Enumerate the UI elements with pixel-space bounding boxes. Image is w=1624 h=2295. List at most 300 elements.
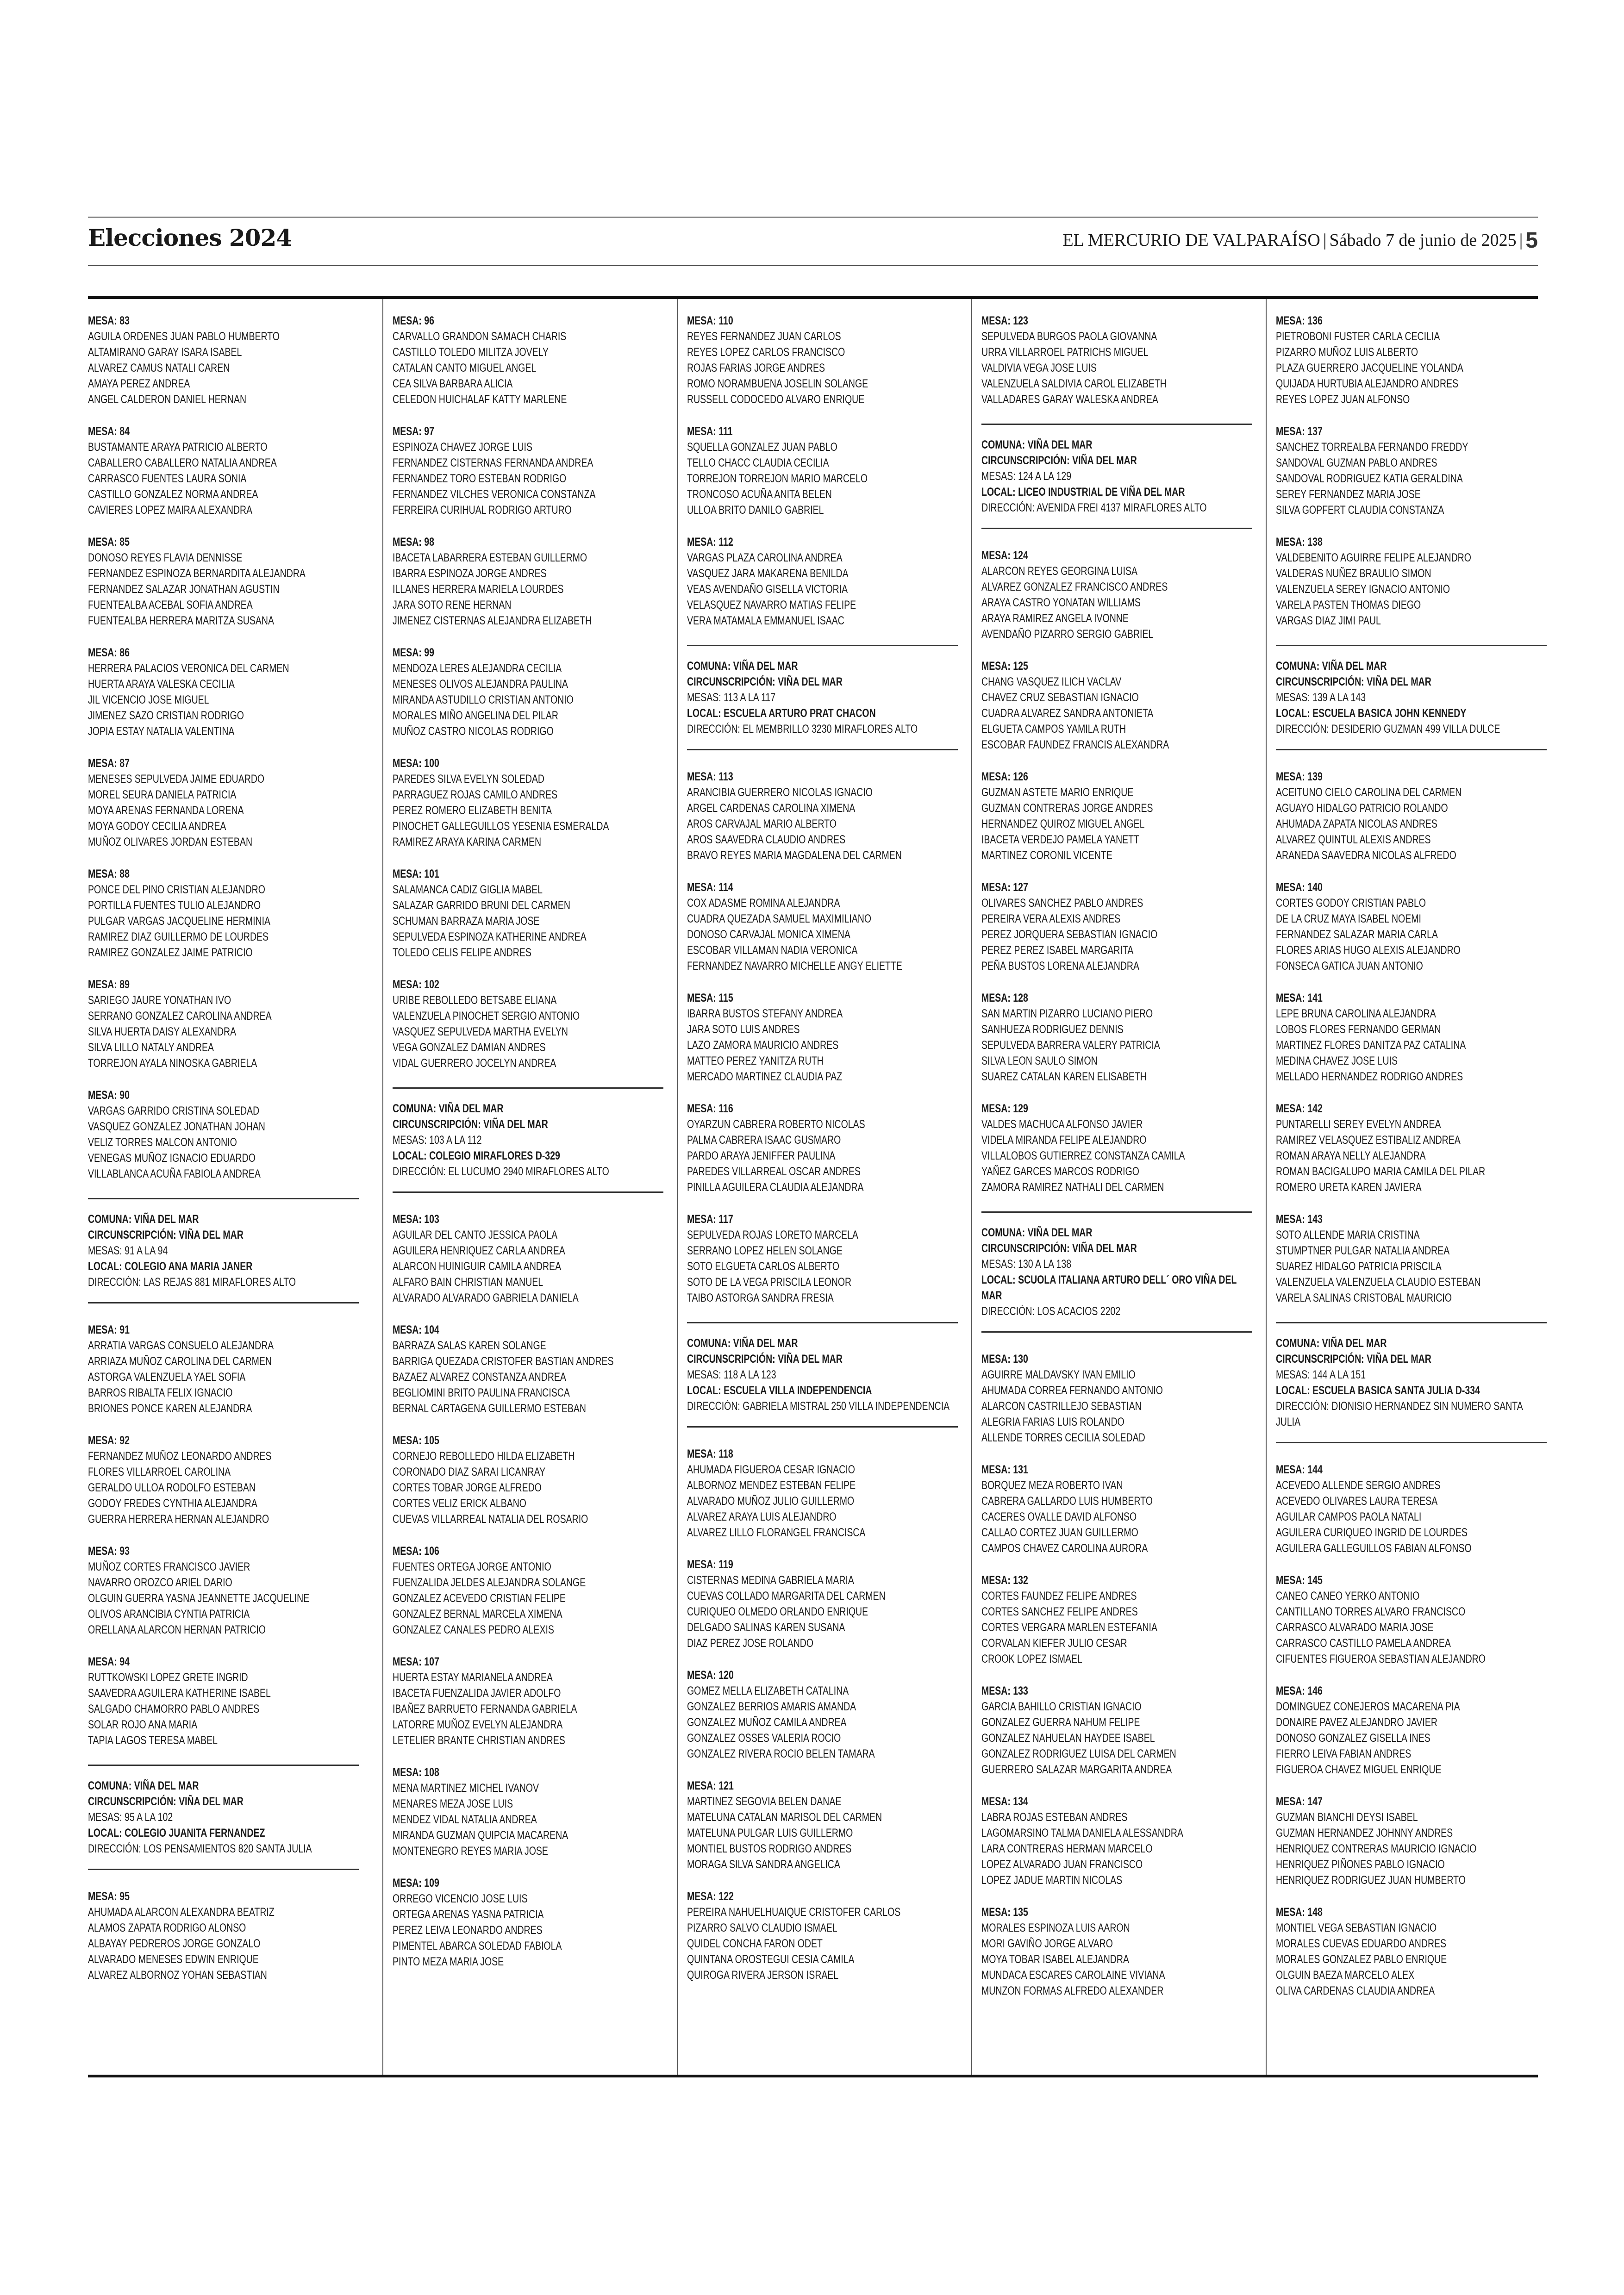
mesa-block	[981, 1572, 1249, 1667]
vocal-name: MORALES ESPINOZA LUIS AARON	[981, 1921, 1130, 1934]
comuna-label: COMUNA: VIÑA DEL MAR	[88, 1213, 199, 1226]
mesa-number: MESA: 111	[687, 425, 733, 438]
issue-date: Sábado 7 de junio de 2025	[1329, 231, 1517, 250]
local-address: DIRECCIÓN: DESIDERIO GUZMAN 499 VILLA DULCE	[1276, 723, 1500, 736]
mesas-range: MESAS: 130 A LA 138	[981, 1258, 1072, 1271]
vocal-name: CROOK LOPEZ ISMAEL	[981, 1653, 1082, 1665]
vocal-name: JARA SOTO RENE HERNAN	[393, 599, 512, 611]
mesa-block	[981, 1462, 1249, 1556]
mesa-number: MESA: 122	[687, 1890, 734, 1903]
vocal-name: JIMENEZ CISTERNAS ALEJANDRA ELIZABETH	[393, 614, 592, 627]
vocal-name: ELGUETA CAMPOS YAMILA RUTH	[981, 723, 1126, 736]
vocal-name: LABRA ROJAS ESTEBAN ANDRES	[981, 1811, 1128, 1824]
polling-location-block	[88, 1198, 359, 1303]
mesa-block	[88, 1889, 356, 1983]
vocal-name: VASQUEZ JARA MAKARENA BENILDA	[687, 567, 849, 580]
mesa-block	[981, 658, 1249, 753]
mesa-block	[1276, 1904, 1544, 1999]
local-name: LOCAL: LICEO INDUSTRIAL DE VIÑA DEL MAR	[981, 486, 1185, 499]
vocal-name: SALAMANCA CADIZ GIGLIA MABEL	[393, 883, 543, 896]
mesa-block	[1276, 1462, 1544, 1556]
vocal-name: MATELUNA CATALAN MARISOL DEL CARMEN	[687, 1811, 882, 1824]
vocal-name: ROMO NORAMBUENA JOSELIN SOLANGE	[687, 377, 868, 390]
vocal-name: MERCADO MARTINEZ CLAUDIA PAZ	[687, 1070, 843, 1083]
vocal-name: URIBE REBOLLEDO BETSABE ELIANA	[393, 994, 557, 1007]
vocal-name: RUSSELL CODOCEDO ALVARO ENRIQUE	[687, 393, 865, 406]
vocal-name: ALARCON REYES GEORGINA LUISA	[981, 565, 1138, 578]
vocal-name: ALVAREZ GONZALEZ FRANCISCO ANDRES	[981, 580, 1168, 593]
mesa-block	[88, 1087, 356, 1182]
vocal-name: MENESES OLIVOS ALEJANDRA PAULINA	[393, 678, 568, 691]
polling-location-block	[393, 1087, 663, 1193]
comuna-label: COMUNA: VIÑA DEL MAR	[687, 660, 798, 673]
vocal-name: PUNTARELLI SEREY EVELYN ANDREA	[1276, 1118, 1441, 1131]
mesa-number: MESA: 114	[687, 881, 733, 894]
local-name: LOCAL: SCUOLA ITALIANA ARTURO DELL´ ORO VIÑA DEL MAR	[981, 1273, 1237, 1302]
mesa-number: MESA: 140	[1276, 881, 1323, 894]
mesa-block	[1276, 879, 1544, 974]
vocal-name: PALMA CABRERA ISAAC GUSMARO	[687, 1134, 841, 1147]
circunscripcion-label: CIRCUNSCRIPCIÓN: VIÑA DEL MAR	[1276, 675, 1431, 688]
mesa-block	[393, 1322, 661, 1416]
vocal-name: MEDINA CHAVEZ JOSE LUIS	[1276, 1054, 1398, 1067]
mesa-block	[88, 424, 356, 518]
vocal-name: MENARES MEZA JOSE LUIS	[393, 1797, 513, 1810]
mesa-number: MESA: 123	[981, 314, 1028, 327]
mesa-block	[88, 534, 356, 629]
vocal-name: FERNANDEZ CISTERNAS FERNANDA ANDREA	[393, 456, 593, 469]
vocal-name: CIFUENTES FIGUEROA SEBASTIAN ALEJANDRO	[1276, 1653, 1486, 1665]
vocal-name: FERNANDEZ ESPINOZA BERNARDITA ALEJANDRA	[88, 567, 306, 580]
mesa-number: MESA: 121	[687, 1779, 734, 1792]
mesa-number: MESA: 97	[393, 425, 434, 438]
mesa-block	[393, 313, 661, 407]
mesa-number: MESA: 127	[981, 881, 1028, 894]
mesa-block	[393, 1433, 661, 1527]
vocal-name: FIERRO LEIVA FABIAN ANDRES	[1276, 1747, 1412, 1760]
mesa-number: MESA: 138	[1276, 536, 1323, 549]
vocal-name: AGUILERA GALLEGUILLOS FABIAN ALFONSO	[1276, 1542, 1472, 1555]
mesa-number: MESA: 115	[687, 992, 733, 1004]
mesa-block	[981, 1683, 1249, 1777]
mesa-block	[393, 1543, 661, 1638]
mesa-number: MESA: 91	[88, 1323, 130, 1336]
vocal-name: CORVALAN KIEFER JULIO CESAR	[981, 1637, 1127, 1650]
mesa-number: MESA: 137	[1276, 425, 1323, 438]
vocal-name: OLGUIN GUERRA YASNA JEANNETTE JACQUELINE	[88, 1592, 310, 1605]
vocal-name: PARDO ARAYA JENIFFER PAULINA	[687, 1149, 836, 1162]
vocal-name: CABRERA GALLARDO LUIS HUMBERTO	[981, 1495, 1153, 1508]
mesa-number: MESA: 99	[393, 646, 434, 659]
circunscripcion-label: CIRCUNSCRIPCIÓN: VIÑA DEL MAR	[88, 1229, 244, 1241]
vocal-name: ESCOBAR VILLAMAN NADIA VERONICA	[687, 944, 858, 957]
vocal-name: VALENZUELA SALDIVIA CAROL ELIZABETH	[981, 377, 1167, 390]
vocal-name: MUNDACA ESCARES CAROLAINE VIVIANA	[981, 1969, 1165, 1982]
circunscripcion-label: CIRCUNSCRIPCIÓN: VIÑA DEL MAR	[981, 1242, 1137, 1255]
vocal-name: SEREY FERNANDEZ MARIA JOSE	[1276, 488, 1421, 501]
polling-location-block	[687, 645, 958, 750]
vocal-name: AROS CARVAJAL MARIO ALBERTO	[687, 817, 837, 830]
mesa-number: MESA: 125	[981, 660, 1028, 673]
mesas-range: MESAS: 113 A LA 117	[687, 691, 776, 704]
vocal-name: CORTES VERGARA MARLEN ESTEFANIA	[981, 1621, 1157, 1634]
mesa-block	[393, 866, 661, 960]
vocal-name: ALARCON CASTRILLEJO SEBASTIAN	[981, 1400, 1142, 1413]
vocal-name: CANTILLANO TORRES ALVARO FRANCISCO	[1276, 1605, 1466, 1618]
vocal-name: DONOSO CARVAJAL MONICA XIMENA	[687, 928, 850, 941]
mesa-number: MESA: 128	[981, 992, 1028, 1004]
mesa-number: MESA: 148	[1276, 1906, 1323, 1919]
vocal-name: DONOSO GONZALEZ GISELLA INES	[1276, 1732, 1430, 1745]
mesa-number: MESA: 112	[687, 536, 733, 549]
page-number: 5	[1525, 228, 1538, 253]
vocal-name: ORELLANA ALARCON HERNAN PATRICIO	[88, 1623, 266, 1636]
vocal-name: CHANG VASQUEZ ILICH VACLAV	[981, 675, 1122, 688]
mesas-range: MESAS: 91 A LA 94	[88, 1244, 168, 1257]
vocal-name: BUSTAMANTE ARAYA PATRICIO ALBERTO	[88, 441, 268, 454]
vocal-name: FUENTES ORTEGA JORGE ANTONIO	[393, 1560, 551, 1573]
vocal-name: MATELUNA PULGAR LUIS GUILLERMO	[687, 1827, 853, 1840]
mesa-number: MESA: 147	[1276, 1795, 1323, 1808]
vocal-name: VALDES MACHUCA ALFONSO JAVIER	[981, 1118, 1143, 1131]
vocal-name: BARRAZA SALAS KAREN SOLANGE	[393, 1339, 546, 1352]
comuna-label: COMUNA: VIÑA DEL MAR	[687, 1337, 798, 1350]
vocal-name: DELGADO SALINAS KAREN SUSANA	[687, 1621, 845, 1634]
mesa-block	[393, 1654, 661, 1748]
mesa-block	[981, 769, 1249, 863]
vocal-name: GONZALEZ RODRIGUEZ LUISA DEL CARMEN	[981, 1747, 1176, 1760]
mesa-number: MESA: 136	[1276, 314, 1323, 327]
mesa-number: MESA: 84	[88, 425, 130, 438]
vocal-name: HERRERA PALACIOS VERONICA DEL CARMEN	[88, 662, 289, 675]
vocal-name: FLORES VILLARROEL CAROLINA	[88, 1466, 231, 1478]
vocal-name: REYES LOPEZ JUAN ALFONSO	[1276, 393, 1410, 406]
vocal-name: MOYA TOBAR ISABEL ALEJANDRA	[981, 1953, 1129, 1966]
vocal-name: ALVAREZ QUINTUL ALEXIS ANDRES	[1276, 833, 1431, 846]
vocal-name: CAMPOS CHAVEZ CAROLINA AURORA	[981, 1542, 1148, 1555]
mesa-number: MESA: 146	[1276, 1684, 1323, 1697]
vocal-name: BRIONES PONCE KAREN ALEJANDRA	[88, 1402, 252, 1415]
vocal-name: ARGEL CARDENAS CAROLINA XIMENA	[687, 802, 856, 815]
vocal-name: TRONCOSO ACUÑA ANITA BELEN	[687, 488, 832, 501]
mesas-range: MESAS: 103 A LA 112	[393, 1134, 482, 1147]
vocal-name: RUTTKOWSKI LOPEZ GRETE INGRID	[88, 1671, 248, 1684]
mesa-number: MESA: 131	[981, 1463, 1028, 1476]
vocal-name: MUÑOZ CASTRO NICOLAS RODRIGO	[393, 725, 554, 738]
mesa-number: MESA: 130	[981, 1353, 1028, 1366]
vocal-name: PEREZ ROMERO ELIZABETH BENITA	[393, 804, 552, 817]
vocal-name: AGUILAR DEL CANTO JESSICA PAOLA	[393, 1229, 558, 1241]
column-5	[1266, 299, 1538, 2075]
vocal-name: VEGA GONZALEZ DAMIAN ANDRES	[393, 1041, 546, 1054]
polling-location-block	[1276, 645, 1547, 750]
mesa-block	[687, 1667, 955, 1762]
mesa-block	[687, 769, 955, 863]
polling-tables	[88, 296, 1538, 2077]
mesa-block	[393, 1765, 661, 1859]
vocal-name: ORTEGA ARENAS YASNA PATRICIA	[393, 1908, 544, 1921]
vocal-name: PEÑA BUSTOS LORENA ALEJANDRA	[981, 960, 1140, 973]
mesa-block	[687, 424, 955, 518]
vocal-name: ALEGRIA FARIAS LUIS ROLANDO	[981, 1416, 1124, 1428]
circunscripcion-label: CIRCUNSCRIPCIÓN: VIÑA DEL MAR	[687, 1353, 843, 1366]
vocal-name: GONZALEZ OSSES VALERIA ROCIO	[687, 1732, 841, 1745]
comuna-label: COMUNA: VIÑA DEL MAR	[1276, 660, 1387, 673]
mesa-number: MESA: 113	[687, 770, 733, 783]
mesa-block	[393, 1875, 661, 1970]
vocal-name: PARRAGUEZ ROJAS CAMILO ANDRES	[393, 788, 558, 801]
local-name: LOCAL: ESCUELA BASICA JOHN KENNEDY	[1276, 707, 1467, 720]
vocal-name: SAN MARTIN PIZARRO LUCIANO PIERO	[981, 1007, 1153, 1020]
vocal-name: VALDEBENITO AGUIRRE FELIPE ALEJANDRO	[1276, 551, 1471, 564]
vocal-name: FERNANDEZ NAVARRO MICHELLE ANGY ELIETTE	[687, 960, 902, 973]
vocal-name: FONSECA GATICA JUAN ANTONIO	[1276, 960, 1423, 973]
vocal-name: IBACETA VERDEJO PAMELA YANETT	[981, 833, 1139, 846]
vocal-name: IBARRA ESPINOZA JORGE ANDRES	[393, 567, 547, 580]
vocal-name: VELIZ TORRES MALCON ANTONIO	[88, 1136, 237, 1149]
vocal-name: GONZALEZ MUÑOZ CAMILA ANDREA	[687, 1716, 847, 1729]
column-1	[88, 299, 378, 2075]
vocal-name: TAPIA LAGOS TERESA MABEL	[88, 1734, 218, 1747]
vocal-name: CUEVAS VILLARREAL NATALIA DEL ROSARIO	[393, 1513, 588, 1526]
vocal-name: CACERES OVALLE DAVID ALFONSO	[981, 1510, 1137, 1523]
vocal-name: GONZALEZ RIVERA ROCIO BELEN TAMARA	[687, 1747, 875, 1760]
vocal-name: GUZMAN CONTRERAS JORGE ANDRES	[981, 802, 1153, 815]
mesa-block	[1276, 990, 1544, 1085]
vocal-name: BEGLIOMINI BRITO PAULINA FRANCISCA	[393, 1386, 570, 1399]
local-address: DIRECCIÓN: EL LUCUMO 2940 MIRAFLORES ALTO	[393, 1165, 609, 1178]
vocal-name: CUEVAS COLLADO MARGARITA DEL CARMEN	[687, 1590, 886, 1603]
mesa-number: MESA: 133	[981, 1684, 1028, 1697]
vocal-name: ROMAN BACIGALUPO MARIA CAMILA DEL PILAR	[1276, 1165, 1486, 1178]
local-address: DIRECCIÓN: DIONISIO HERNANDEZ SIN NUMERO SANTA JULIA	[1276, 1400, 1523, 1428]
vocal-name: DOMINGUEZ CONEJEROS MACARENA PIA	[1276, 1700, 1460, 1713]
vocal-name: CORONADO DIAZ SARAI LICANRAY	[393, 1466, 546, 1478]
vocal-name: MOREL SEURA DANIELA PATRICIA	[88, 788, 237, 801]
vocal-name: CARVALLO GRANDON SAMACH CHARIS	[393, 330, 567, 343]
vocal-name: BORQUEZ MEZA ROBERTO IVAN	[981, 1479, 1123, 1492]
vocal-name: QUIDEL CONCHA FARON ODET	[687, 1937, 823, 1950]
vocal-name: MONTENEGRO REYES MARIA JOSE	[393, 1845, 548, 1858]
mesa-number: MESA: 93	[88, 1545, 130, 1558]
vocal-name: LAGOMARSINO TALMA DANIELA ALESSANDRA	[981, 1827, 1184, 1840]
vocal-name: AMAYA PEREZ ANDREA	[88, 377, 190, 390]
vocal-name: MOYA ARENAS FERNANDA LORENA	[88, 804, 244, 817]
vocal-name: GONZALEZ ACEVEDO CRISTIAN FELIPE	[393, 1592, 566, 1605]
mesa-block	[687, 879, 955, 974]
vocal-name: GUZMAN HERNANDEZ JOHNNY ANDRES	[1276, 1827, 1453, 1840]
vocal-name: IBACETA LABARRERA ESTEBAN GUILLERMO	[393, 551, 587, 564]
vocal-name: CELEDON HUICHALAF KATTY MARLENE	[393, 393, 567, 406]
vocal-name: OLGUIN BAEZA MARCELO ALEX	[1276, 1969, 1415, 1982]
vocal-name: SALGADO CHAMORRO PABLO ANDRES	[88, 1703, 260, 1715]
mesa-block	[981, 990, 1249, 1085]
vocal-name: ALVARADO MENESES EDWIN ENRIQUE	[88, 1953, 259, 1966]
vocal-name: MORI GAVIÑO JORGE ALVARO	[981, 1937, 1113, 1950]
vocal-name: GUERRA HERRERA HERNAN ALEJANDRO	[88, 1513, 269, 1526]
vocal-name: ALVAREZ CAMUS NATALI CAREN	[88, 362, 230, 374]
vocal-name: VARGAS PLAZA CAROLINA ANDREA	[687, 551, 843, 564]
vocal-name: MONTIEL BUSTOS RODRIGO ANDRES	[687, 1842, 852, 1855]
vocal-name: ESPINOZA CHAVEZ JORGE LUIS	[393, 441, 532, 454]
vocal-name: PEREZ JORQUERA SEBASTIAN IGNACIO	[981, 928, 1158, 941]
vocal-name: ALLENDE TORRES CECILIA SOLEDAD	[981, 1431, 1145, 1444]
mesas-range: MESAS: 144 A LA 151	[1276, 1368, 1366, 1381]
mesa-number: MESA: 101	[393, 867, 439, 880]
mesa-block	[687, 1211, 955, 1306]
mesa-block	[1276, 769, 1544, 863]
mesa-block	[687, 534, 955, 629]
vocal-name: ULLOA BRITO DANILO GABRIEL	[687, 504, 824, 517]
vocal-name: AGUIRRE MALDAVSKY IVAN EMILIO	[981, 1368, 1136, 1381]
vocal-name: CARRASCO CASTILLO PAMELA ANDREA	[1276, 1637, 1451, 1650]
vocal-name: STUMPTNER PULGAR NATALIA ANDREA	[1276, 1244, 1450, 1257]
vocal-name: SCHUMAN BARRAZA MARIA JOSE	[393, 915, 540, 928]
mesa-block	[687, 990, 955, 1085]
local-address: DIRECCIÓN: LOS PENSAMIENTOS 820 SANTA JULIA	[88, 1842, 312, 1855]
vocal-name: SILVA GOPFERT CLAUDIA CONSTANZA	[1276, 504, 1444, 517]
local-address: DIRECCIÓN: AVENIDA FREI 4137 MIRAFLORES ALTO	[981, 501, 1207, 514]
vocal-name: TORREJON TORREJON MARIO MARCELO	[687, 472, 868, 485]
vocal-name: CALLAO CORTEZ JUAN GUILLERMO	[981, 1526, 1138, 1539]
masthead: EL MERCURIO DE VALPARAÍSO | Sábado 7 de junio de 2025 | 5	[1062, 228, 1538, 253]
vocal-name: VARELA PASTEN THOMAS DIEGO	[1276, 599, 1421, 611]
polling-location-block	[981, 424, 1252, 529]
mesa-block	[1276, 424, 1544, 518]
vocal-name: SOTO ELGUETA CARLOS ALBERTO	[687, 1260, 840, 1273]
vocal-name: AROS SAAVEDRA CLAUDIO ANDRES	[687, 833, 846, 846]
local-name: LOCAL: COLEGIO JUANITA FERNANDEZ	[88, 1827, 265, 1840]
vocal-name: JARA SOTO LUIS ANDRES	[687, 1023, 800, 1036]
mesa-number: MESA: 89	[88, 978, 130, 991]
vocal-name: ARRIAZA MUÑOZ CAROLINA DEL CARMEN	[88, 1355, 272, 1368]
vocal-name: LAZO ZAMORA MAURICIO ANDRES	[687, 1039, 839, 1052]
vocal-name: MATTEO PEREZ YANITZA RUTH	[687, 1054, 824, 1067]
mesa-number: MESA: 132	[981, 1574, 1028, 1587]
mesa-block	[1276, 534, 1544, 629]
vocal-name: VALDIVIA VEGA JOSE LUIS	[981, 362, 1097, 374]
vocal-name: AHUMADA ZAPATA NICOLAS ANDRES	[1276, 817, 1437, 830]
mesa-block	[687, 1778, 955, 1872]
vocal-name: ALAMOS ZAPATA RODRIGO ALONSO	[88, 1921, 246, 1934]
vocal-name: MORALES MIÑO ANGELINA DEL PILAR	[393, 709, 558, 722]
vocal-name: RAMIREZ GONZALEZ JAIME PATRICIO	[88, 946, 253, 959]
vocal-name: MARTINEZ SEGOVIA BELEN DANAE	[687, 1795, 842, 1808]
vocal-name: RAMIREZ VELASQUEZ ESTIBALIZ ANDREA	[1276, 1134, 1461, 1147]
vocal-name: TELLO CHACC CLAUDIA CECILIA	[687, 456, 829, 469]
vocal-name: SALAZAR GARRIDO BRUNI DEL CARMEN	[393, 899, 570, 912]
vocal-name: ALBAYAY PEDREROS JORGE GONZALO	[88, 1937, 261, 1950]
vocal-name: GOMEZ MELLA ELIZABETH CATALINA	[687, 1684, 849, 1697]
vocal-name: CORTES GODOY CRISTIAN PABLO	[1276, 897, 1426, 910]
vocal-name: REYES LOPEZ CARLOS FRANCISCO	[687, 346, 845, 359]
vocal-name: PLAZA GUERRERO JACQUELINE YOLANDA	[1276, 362, 1463, 374]
vocal-name: ACEVEDO OLIVARES LAURA TERESA	[1276, 1495, 1438, 1508]
mesa-block	[1276, 1211, 1544, 1306]
mesas-range: MESAS: 118 A LA 123	[687, 1368, 776, 1381]
mesa-number: MESA: 143	[1276, 1213, 1323, 1226]
vocal-name: SERRANO LOPEZ HELEN SOLANGE	[687, 1244, 843, 1257]
vocal-name: JOPIA ESTAY NATALIA VALENTINA	[88, 725, 235, 738]
mesa-block	[393, 645, 661, 739]
mesa-number: MESA: 106	[393, 1545, 439, 1558]
vocal-name: CUADRA QUEZADA SAMUEL MAXIMILIANO	[687, 912, 872, 925]
vocal-name: QUIROGA RIVERA JERSON ISRAEL	[687, 1969, 839, 1982]
vocal-name: DONAIRE PAVEZ ALEJANDRO JAVIER	[1276, 1716, 1437, 1729]
vocal-name: CORNEJO REBOLLEDO HILDA ELIZABETH	[393, 1450, 575, 1463]
vocal-name: ACEITUNO CIELO CAROLINA DEL CARMEN	[1276, 786, 1462, 799]
vocal-name: PINILLA AGUILERA CLAUDIA ALEJANDRA	[687, 1181, 864, 1194]
vocal-name: LOBOS FLORES FERNANDO GERMAN	[1276, 1023, 1441, 1036]
mesa-block	[981, 1904, 1249, 1999]
vocal-name: ACEVEDO ALLENDE SERGIO ANDRES	[1276, 1479, 1441, 1492]
local-address: DIRECCIÓN: LAS REJAS 881 MIRAFLORES ALTO	[88, 1276, 296, 1289]
vocal-name: GONZALEZ NAHUELAN HAYDEE ISABEL	[981, 1732, 1155, 1745]
vocal-name: REYES FERNANDEZ JUAN CARLOS	[687, 330, 841, 343]
vocal-name: TAIBO ASTORGA SANDRA FRESIA	[687, 1291, 834, 1304]
vocal-name: COX ADASME ROMINA ALEJANDRA	[687, 897, 840, 910]
vocal-name: SANDOVAL RODRIGUEZ KATIA GERALDINA	[1276, 472, 1463, 485]
vocal-name: QUINTANA OROSTEGUI CESIA CAMILA	[687, 1953, 855, 1966]
vocal-name: CURIQUEO OLMEDO ORLANDO ENRIQUE	[687, 1605, 868, 1618]
vocal-name: ARAYA RAMIREZ ANGELA IVONNE	[981, 612, 1129, 625]
vocal-name: SILVA HUERTA DAISY ALEXANDRA	[88, 1025, 237, 1038]
mesa-number: MESA: 135	[981, 1906, 1028, 1919]
mesa-number: MESA: 95	[88, 1890, 130, 1903]
vocal-name: GUZMAN BIANCHI DEYSI ISABEL	[1276, 1811, 1418, 1824]
column-4	[971, 299, 1261, 2075]
vocal-name: RAMIREZ DIAZ GUILLERMO DE LOURDES	[88, 930, 269, 943]
mesa-block	[88, 645, 356, 739]
vocal-name: LEPE BRUNA CAROLINA ALEJANDRA	[1276, 1007, 1436, 1020]
vocal-name: AGUILAR CAMPOS PAOLA NATALI	[1276, 1510, 1422, 1523]
vocal-name: ALBORNOZ MENDEZ ESTEBAN FELIPE	[687, 1479, 856, 1492]
vocal-name: PEREIRA NAHUELHUAIQUE CRISTOFER CARLOS	[687, 1906, 901, 1919]
mesa-block	[1276, 313, 1544, 407]
mesa-number: MESA: 142	[1276, 1102, 1323, 1115]
vocal-name: CANEO CANEO YERKO ANTONIO	[1276, 1590, 1420, 1603]
mesa-number: MESA: 102	[393, 978, 439, 991]
vocal-name: SEPULVEDA ROJAS LORETO MARCELA	[687, 1229, 858, 1241]
mesas-range: MESAS: 95 A LA 102	[88, 1811, 173, 1824]
mesa-block	[88, 1543, 356, 1638]
vocal-name: AVENDAÑO PIZARRO SERGIO GABRIEL	[981, 628, 1154, 641]
vocal-name: LOPEZ JADUE MARTIN NICOLAS	[981, 1874, 1123, 1887]
vocal-name: ILLANES HERRERA MARIELA LOURDES	[393, 583, 564, 596]
vocal-name: VIDAL GUERRERO JOCELYN ANDREA	[393, 1057, 556, 1070]
vocal-name: MENESES SEPULVEDA JAIME EDUARDO	[88, 773, 265, 786]
local-name: LOCAL: COLEGIO ANA MARIA JANER	[88, 1260, 253, 1273]
polling-location-block	[88, 1765, 359, 1870]
mesa-block	[88, 977, 356, 1071]
vocal-name: CABALLERO CABALLERO NATALIA ANDREA	[88, 456, 277, 469]
vocal-name: VALENZUELA VALENZUELA CLAUDIO ESTEBAN	[1276, 1276, 1481, 1289]
vocal-name: HUERTA ARAYA VALESKA CECILIA	[88, 678, 235, 691]
vocal-name: HENRIQUEZ CONTRERAS MAURICIO IGNACIO	[1276, 1842, 1477, 1855]
comuna-label: COMUNA: VIÑA DEL MAR	[981, 1226, 1093, 1239]
vocal-name: ALARCON HUINIGUIR CAMILA ANDREA	[393, 1260, 562, 1273]
circunscripcion-label: CIRCUNSCRIPCIÓN: VIÑA DEL MAR	[687, 675, 843, 688]
vocal-name: VASQUEZ GONZALEZ JONATHAN JOHAN	[88, 1120, 265, 1133]
vocal-name: GONZALEZ BERNAL MARCELA XIMENA	[393, 1608, 562, 1621]
vocal-name: SERRANO GONZALEZ CAROLINA ANDREA	[88, 1010, 272, 1023]
vocal-name: GARCIA BAHILLO CRISTIAN IGNACIO	[981, 1700, 1142, 1713]
vocal-name: PINTO MEZA MARIA JOSE	[393, 1955, 504, 1968]
mesa-block	[88, 755, 356, 850]
vocal-name: SOTO ALLENDE MARIA CRISTINA	[1276, 1229, 1420, 1241]
mesas-range: MESAS: 124 A LA 129	[981, 470, 1072, 483]
mesa-block	[393, 534, 661, 629]
